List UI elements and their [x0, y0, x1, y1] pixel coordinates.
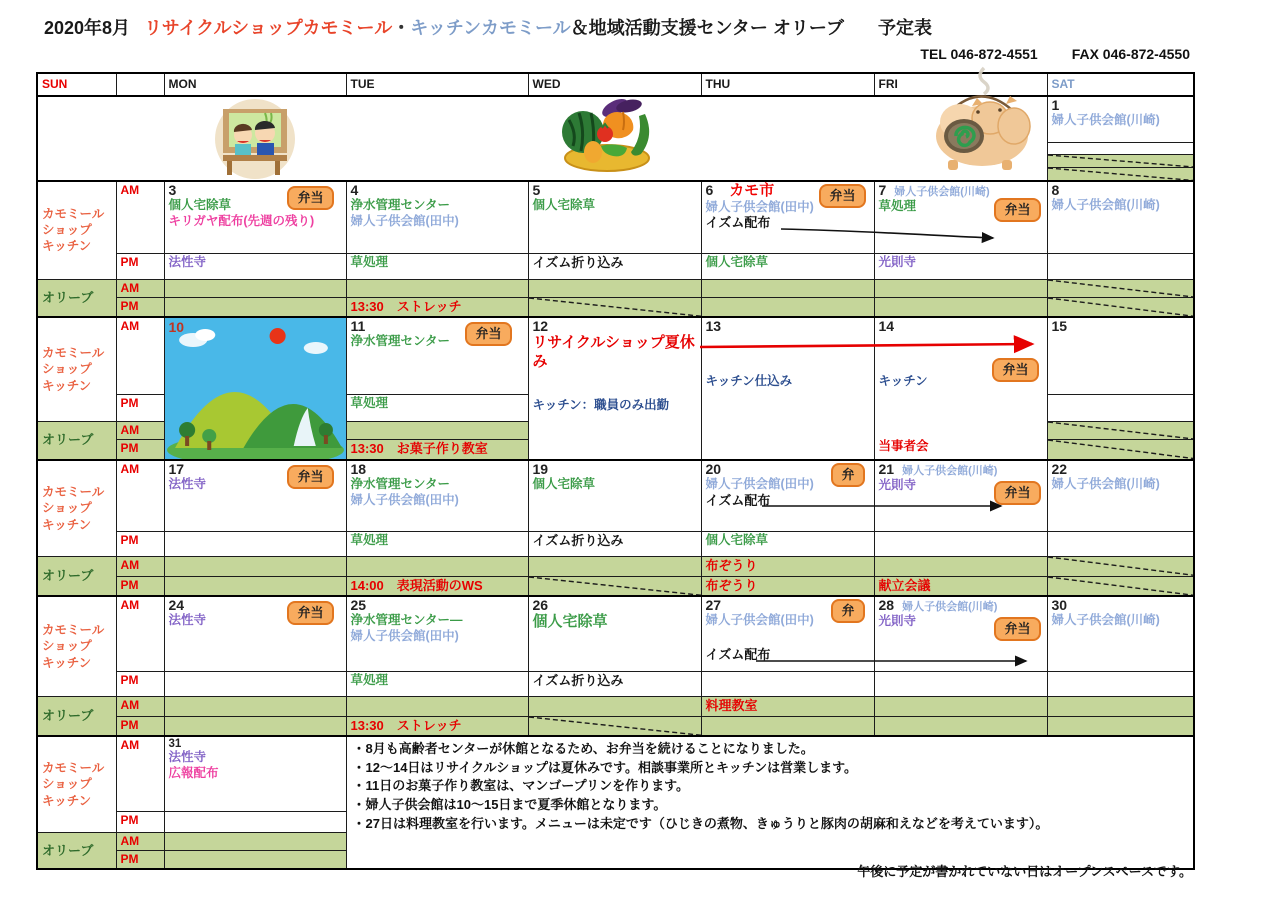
pm-label: PM	[116, 253, 164, 279]
day-number-28: 28	[878, 596, 895, 613]
am-label: AM	[116, 596, 164, 672]
stretch-class: 13:30 ストレッチ	[350, 298, 462, 314]
title-month: 2020年8月	[44, 18, 131, 38]
cell-aug12	[528, 317, 701, 460]
day-number-15: 15	[1051, 317, 1068, 334]
cell-aug4-olive-am	[346, 279, 528, 297]
cell-aug18-olive-am	[346, 557, 528, 576]
am-label: AM	[116, 181, 164, 253]
cell-aug22-am: 22 婦人子供会館(川崎)	[1047, 460, 1194, 532]
pm-label: PM	[116, 297, 164, 317]
day-number-20: 20	[705, 460, 722, 477]
kitchen-staff-note: キッチン：職員のみ出勤	[532, 397, 670, 412]
title-suffix: 予定表	[877, 18, 932, 38]
cell-aug15-am	[1047, 317, 1194, 395]
cell-aug27-am: 弁 27 婦人子供会館(田中) イズム配布	[701, 596, 874, 672]
cell-aug28-pm	[874, 672, 1047, 697]
day-number-8: 8	[1051, 182, 1060, 198]
day-number-7: 7	[878, 182, 887, 198]
stretch-class: 13:30 ストレッチ	[350, 717, 462, 733]
header-tue: TUE	[346, 73, 528, 96]
notes-area	[346, 736, 1194, 870]
cell-aug30-olive-am	[1047, 697, 1194, 716]
kamo-market-label: カモ市	[729, 182, 775, 199]
closed-diagonal-icon	[1048, 577, 1194, 595]
closed-diagonal-icon	[529, 298, 701, 316]
row-label-olive: オリーブ	[37, 279, 116, 317]
cell-aug1	[1047, 96, 1194, 142]
cell-aug6-olive-pm	[701, 297, 874, 317]
title-olive-center: ＆地域活動支援センター オリーブ	[570, 18, 844, 38]
cell-aug26-olive-pm	[528, 716, 701, 736]
cell-aug26-am: 26 個人宅除草	[528, 596, 701, 672]
note-line: ・8月も高齢者センターが休館となるため、お弁当を続けることになりました。	[352, 740, 814, 756]
cell-aug28-olive-pm	[874, 716, 1047, 736]
cell-aug18-am: 18 浄水管理センター 婦人子供会館(田中)	[346, 460, 528, 532]
cell-aug1-olive-pm	[1047, 167, 1194, 181]
day-number-1: 1	[1051, 97, 1060, 113]
nuno-zori: 布ぞうり	[705, 558, 758, 574]
bento-badge: 弁当	[465, 322, 511, 346]
cell-aug17-am: 弁当 17 法性寺	[164, 460, 346, 532]
cell-aug25-olive-am	[346, 697, 528, 716]
cell-aug24-olive-pm	[164, 716, 346, 736]
pm-label: PM	[116, 395, 164, 422]
cell-aug17-pm	[164, 532, 346, 557]
cell-aug28-olive-am	[874, 697, 1047, 716]
row-label-chamomile: カモミール ショップ キッチン	[37, 736, 116, 833]
mountain-day-illustration	[165, 318, 346, 459]
row-label-olive: オリーブ	[37, 833, 116, 870]
cell-aug25-olive-pm	[346, 716, 528, 736]
day-number-30: 30	[1051, 596, 1068, 613]
sweets-class: 13:30 お菓子作り教室	[350, 441, 488, 457]
cell-aug31-olive-am	[164, 833, 346, 851]
closed-diagonal-icon	[1048, 557, 1194, 575]
day-number-3: 3	[168, 182, 177, 198]
bento-badge: 弁当	[287, 186, 333, 210]
cell-aug5-pm: イズム折り込み	[528, 253, 701, 279]
day-number-26: 26	[532, 596, 549, 613]
cell-aug31-am: 31 法性寺 広報配布	[164, 736, 346, 812]
bento-badge: 弁当	[819, 184, 865, 208]
pm-label: PM	[116, 716, 164, 736]
cell-aug10-holiday	[164, 317, 346, 460]
cell-aug3-olive-am	[164, 279, 346, 297]
cell-aug19-olive-pm	[528, 576, 701, 596]
cell-aug11-pm: 草処理	[346, 395, 528, 422]
cell-aug7-olive-pm	[874, 297, 1047, 317]
expression-ws: 14:00 表現活動のWS	[350, 577, 483, 593]
row-label-olive: オリーブ	[37, 557, 116, 596]
header-wed: WED	[528, 73, 701, 96]
cell-aug20-am: 弁 20 婦人子供会館(田中) イズム配布	[701, 460, 874, 532]
cell-aug22-olive-pm	[1047, 576, 1194, 596]
cell-aug11-olive-am	[346, 422, 528, 440]
bento-badge: 弁当	[992, 358, 1038, 382]
row-label-olive: オリーブ	[37, 697, 116, 736]
summer-break-note: リサイクルショップ夏休み	[532, 334, 695, 370]
cell-aug1-olive-am	[1047, 154, 1194, 167]
am-label: AM	[116, 460, 164, 532]
row-label-chamomile: カモミール ショップ キッチン	[37, 596, 116, 697]
cell-aug21-olive-am	[874, 557, 1047, 576]
header-empty	[116, 73, 164, 96]
cell-aug7-olive-am	[874, 279, 1047, 297]
pm-label: PM	[116, 672, 164, 697]
closed-diagonal-icon	[1048, 298, 1194, 316]
cell-aug17-olive-pm	[164, 576, 346, 596]
cell-aug21-am: 弁当 21 婦人子供会館(川崎) 光則寺	[874, 460, 1047, 532]
cell-aug31-pm	[164, 812, 346, 833]
closed-diagonal-icon	[1048, 280, 1194, 297]
note-line: ・27日は料理教室を行います。メニューは未定です（ひじきの煮物、きゅうりと豚肉の胡麻和えなどを考えています）。	[352, 816, 1049, 832]
note-line: ・12～14日はリサイクルショップは夏休みです。相談事業所とキッチンは営業します。	[352, 759, 858, 775]
note-line: ・婦人子供会館は10～15日まで夏季休館となります。	[352, 797, 667, 813]
pm-label: PM	[116, 576, 164, 596]
row-label-olive: オリーブ	[37, 422, 116, 460]
cell-aug5-olive-pm	[528, 297, 701, 317]
day-number-5: 5	[532, 182, 541, 198]
cell-aug19-am: 19 個人宅除草	[528, 460, 701, 532]
header-fri: FRI	[874, 73, 1047, 96]
closed-diagonal-icon	[1048, 155, 1194, 167]
bento-badge: 弁当	[994, 198, 1040, 222]
cell-aug7-pm: 光則寺	[874, 253, 1047, 279]
day-number-12: 12	[532, 317, 549, 334]
day-number-18: 18	[350, 460, 367, 477]
am-label: AM	[116, 736, 164, 812]
bento-badge: 弁	[831, 599, 864, 623]
am-label: AM	[116, 557, 164, 576]
closed-diagonal-icon	[529, 577, 701, 595]
bento-badge: 弁当	[994, 617, 1040, 641]
cell-aug6-pm: 個人宅除草	[701, 253, 874, 279]
cell-aug4-pm: 草処理	[346, 253, 528, 279]
day-number-4: 4	[350, 182, 359, 198]
day-number-22: 22	[1051, 460, 1068, 477]
bento-badge: 弁当	[287, 601, 333, 625]
day-number-19: 19	[532, 460, 549, 477]
cell-aug24-pm	[164, 672, 346, 697]
am-label: AM	[116, 833, 164, 851]
day-number-24: 24	[168, 596, 185, 613]
cell-aug11-olive-pm	[346, 440, 528, 460]
header-mon: MON	[164, 73, 346, 96]
cell-aug26-pm: イズム折り込み	[528, 672, 701, 697]
day-number-13: 13	[705, 317, 722, 334]
day-number-27: 27	[705, 596, 722, 613]
cell-aug14: 弁当 14 キッチン 当事者会	[874, 317, 1047, 460]
cell-aug21-olive-pm	[874, 576, 1047, 596]
cell-aug8-olive-am	[1047, 279, 1194, 297]
cell-aug27-pm	[701, 672, 874, 697]
pm-label: PM	[116, 440, 164, 460]
title-kitchen: キッチンカモミール	[410, 18, 571, 38]
fax-number: FAX 046-872-4550	[1071, 46, 1190, 62]
cell-aug20-pm: 個人宅除草	[701, 532, 874, 557]
day-number-10: 10	[168, 318, 185, 335]
cell-aug15-olive-am	[1047, 422, 1194, 440]
cell-aug19-pm: イズム折り込み	[528, 532, 701, 557]
closed-diagonal-icon	[529, 717, 701, 735]
closed-diagonal-icon	[1048, 422, 1194, 439]
day-number-21: 21	[878, 460, 895, 477]
cell-aug22-pm	[1047, 532, 1194, 557]
header-thu: THU	[701, 73, 874, 96]
cell-aug19-olive-am	[528, 557, 701, 576]
cell-aug26-olive-am	[528, 697, 701, 716]
menu-meeting: 献立会議	[878, 577, 931, 593]
day-number-11: 11	[350, 317, 366, 334]
cell-aug8-pm	[1047, 253, 1194, 279]
cell-aug25-pm: 草処理	[346, 672, 528, 697]
cell-aug24-olive-am	[164, 697, 346, 716]
cell-aug28-am: 弁当 28 婦人子供会館(川崎) 光則寺	[874, 596, 1047, 672]
am-label: AM	[116, 697, 164, 716]
pm-label: PM	[116, 532, 164, 557]
cell-aug11-am: 弁当 11 浄水管理センター	[346, 317, 528, 395]
cell-aug5-olive-am	[528, 279, 701, 297]
bento-badge: 弁当	[994, 481, 1040, 505]
cell-aug3-olive-pm	[164, 297, 346, 317]
cell-aug27-olive-pm	[701, 716, 874, 736]
cell-aug4-olive-pm	[346, 297, 528, 317]
cell-aug24-am: 弁当 24 法性寺	[164, 596, 346, 672]
page-title: 2020年8月 リサイクルショップカモミール・キッチンカモミール＆地域活動支援センター オリーブ 予定表	[44, 18, 932, 38]
cell-aug20-olive-pm	[701, 576, 874, 596]
cell-aug31-olive-pm	[164, 851, 346, 870]
row-label-chamomile: カモミール ショップ キッチン	[37, 181, 116, 279]
event-fujin-kaikan: 婦人子供会館(川崎)	[1051, 113, 1160, 128]
cell-aug8-olive-pm	[1047, 297, 1194, 317]
nuno-zori: 布ぞうり	[705, 577, 758, 593]
closed-diagonal-icon	[1048, 168, 1194, 181]
cell-aug4-am: 4 浄水管理センター 婦人子供会館(田中)	[346, 181, 528, 253]
bento-badge: 弁当	[287, 465, 333, 489]
am-label: AM	[116, 422, 164, 440]
cell-aug3-am: 弁当 3 個人宅除草 キリガヤ配布(先週の残り)	[164, 181, 346, 253]
cell-aug21-pm	[874, 532, 1047, 557]
day-number-17: 17	[168, 460, 185, 477]
pm-label: PM	[116, 812, 164, 833]
row-label-chamomile: カモミール ショップ キッチン	[37, 317, 116, 422]
bento-badge: 弁	[831, 463, 864, 487]
contact-line	[886, 46, 1190, 62]
cell-aug5-am: 5 個人宅除草	[528, 181, 701, 253]
cell-aug1-pm	[1047, 142, 1194, 154]
cell-aug22-olive-am	[1047, 557, 1194, 576]
open-space-note: 午後に予定が書かれていない日はオープンスペースです。	[857, 864, 1192, 879]
cell-aug3-pm: 法性寺	[164, 253, 346, 279]
week1-image-area	[37, 96, 1047, 181]
cell-aug30-am: 30 婦人子供会館(川崎)	[1047, 596, 1194, 672]
cooking-class: 料理教室	[705, 698, 758, 714]
cell-aug6-am: 弁当 6 カモ市 婦人子供会館(田中) イズム配布	[701, 181, 874, 253]
cell-aug27-olive-am	[701, 697, 874, 716]
am-label: AM	[116, 279, 164, 297]
day-number-6: 6	[705, 182, 714, 198]
cell-aug30-pm	[1047, 672, 1194, 697]
tel-number: TEL 046-872-4551	[920, 46, 1038, 62]
day-number-14: 14	[878, 317, 895, 334]
closed-diagonal-icon	[1048, 440, 1194, 459]
title-recycle-shop: リサイクルショップカモミール	[144, 18, 393, 38]
day-number-25: 25	[350, 596, 367, 613]
cell-aug15-olive-pm	[1047, 440, 1194, 460]
header-sat: SAT	[1047, 73, 1194, 96]
cell-aug13: 13 キッチン仕込み	[701, 317, 874, 460]
row-label-chamomile: カモミール ショップ キッチン	[37, 460, 116, 557]
cell-aug7-am: 弁当 7 婦人子供会館(川崎) 草処理	[874, 181, 1047, 253]
day-number-31: 31	[168, 737, 182, 750]
header-sun: SUN	[37, 73, 116, 96]
cell-aug30-olive-pm	[1047, 716, 1194, 736]
note-line: ・11日のお菓子作り教室は、マンゴープリンを作ります。	[352, 778, 690, 794]
am-label: AM	[116, 317, 164, 395]
cell-aug20-olive-am	[701, 557, 874, 576]
schedule-table	[36, 72, 1195, 870]
cell-aug8-am: 8 婦人子供会館(川崎)	[1047, 181, 1194, 253]
cell-aug25-am: 25 浄水管理センター— 婦人子供会館(田中)	[346, 596, 528, 672]
cell-aug15-pm	[1047, 395, 1194, 422]
cell-aug17-olive-am	[164, 557, 346, 576]
cell-aug18-olive-pm	[346, 576, 528, 596]
tojisha-kai: 当事者会	[878, 439, 929, 454]
pm-label: PM	[116, 851, 164, 870]
cell-aug6-olive-am	[701, 279, 874, 297]
cell-aug18-pm: 草処理	[346, 532, 528, 557]
